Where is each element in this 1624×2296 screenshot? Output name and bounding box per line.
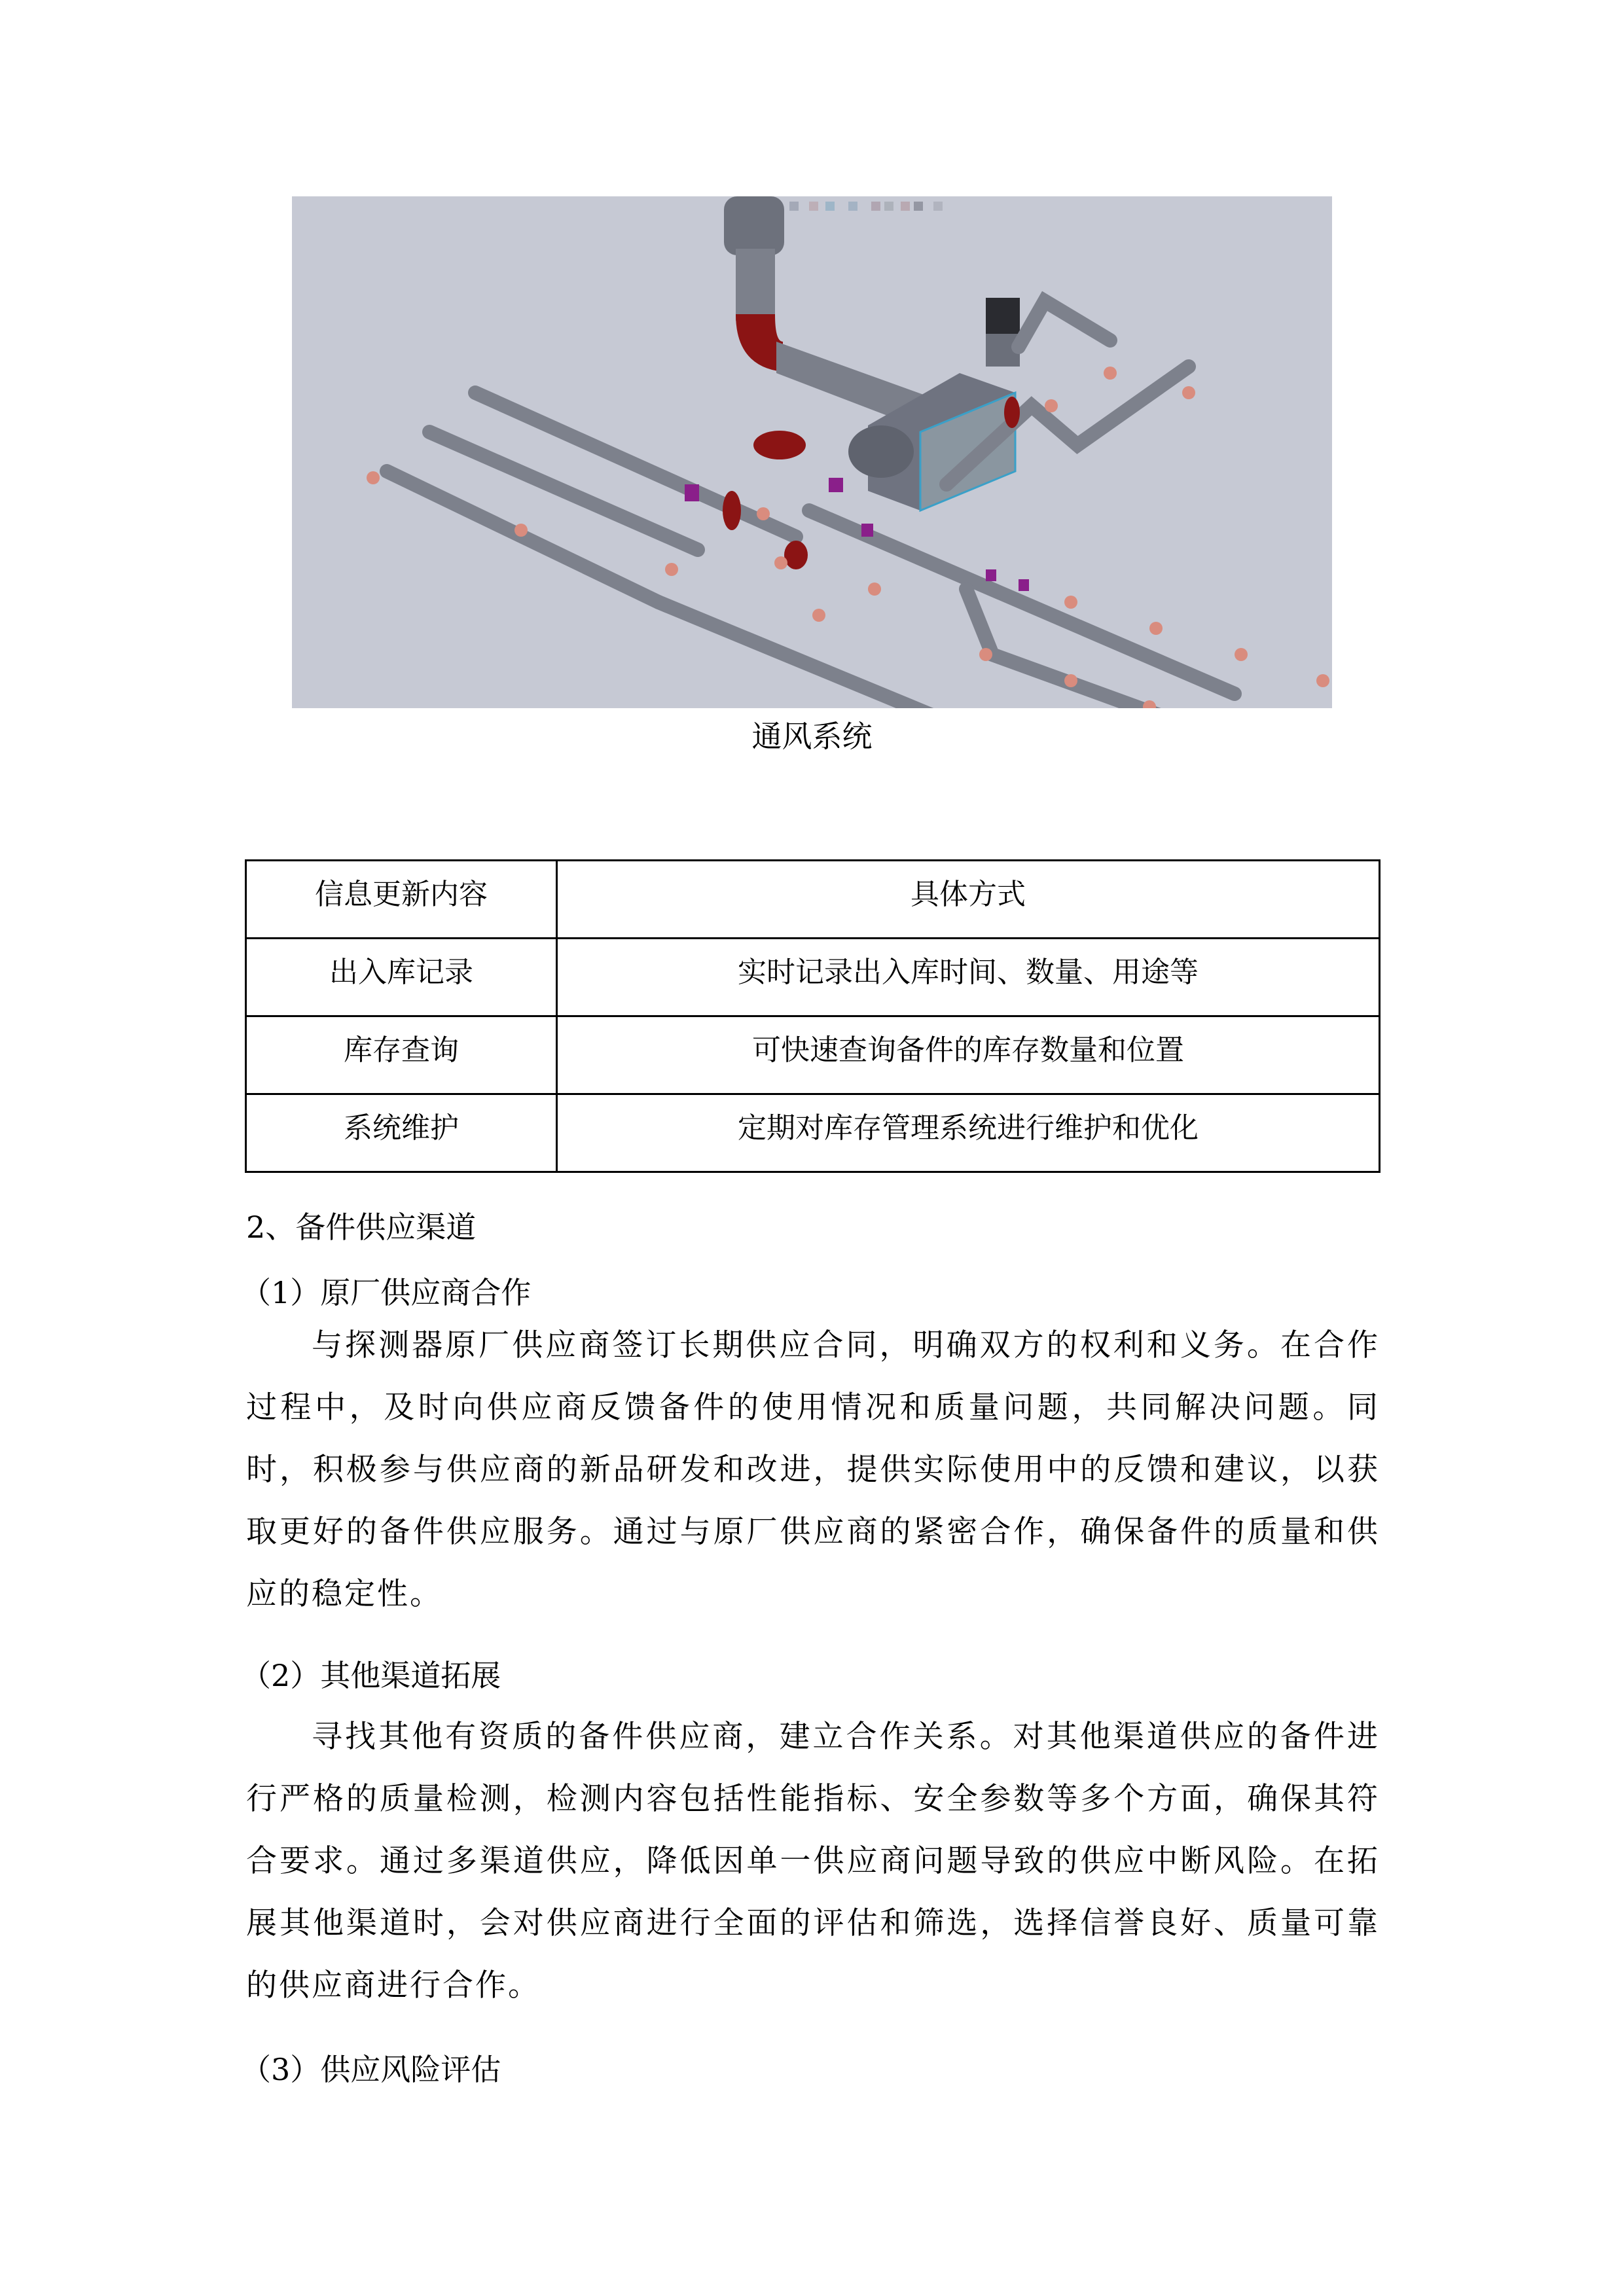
table-header-cell: 具体方式 bbox=[557, 861, 1380, 939]
subsection-heading: （3）供应风险评估 bbox=[241, 2052, 501, 2087]
table-cell: 实时记录出入库时间、数量、用途等 bbox=[557, 939, 1380, 1016]
table-header-row bbox=[246, 861, 1380, 939]
table-cell: 定期对库存管理系统进行维护和优化 bbox=[557, 1094, 1380, 1172]
figure-caption: 通风系统 bbox=[751, 719, 873, 754]
table-header-cell: 信息更新内容 bbox=[246, 861, 557, 939]
duct-diagram bbox=[292, 196, 1332, 708]
table-cell: 系统维护 bbox=[246, 1094, 557, 1172]
paragraph: 与探测器原厂供应商签订长期供应合同，明确双方的权利和义务。在合作过程中，及时向供应商反馈备件的使用情况和质量问题，共同解决问题。同时，积极参与供应商的新品研发和改进，提供实际使用中的反馈和建议，以获取更好的备件供应服务。通过与原厂供应商的紧密合作，确保备件的质量和供应的稳定性。 bbox=[246, 1327, 1380, 1612]
ventilation-system-figure bbox=[292, 196, 1332, 708]
table-cell: 库存查询 bbox=[246, 1016, 557, 1094]
paragraph: 寻找其他有资质的备件供应商，建立合作关系。对其他渠道供应的备件进行严格的质量检测，检测内容包括性能指标、安全参数等多个方面，确保其符合要求。通过多渠道供应，降低因单一供应商问题导致的供应中断风险。在拓展其他渠道时，会对供应商进行全面的评估和筛选，选择信誉良好、质量可靠的供应商进行合作。 bbox=[246, 1719, 1380, 2003]
table-cell: 可快速查询备件的库存数量和位置 bbox=[557, 1016, 1380, 1094]
table-row bbox=[246, 939, 1380, 1016]
table-cell: 出入库记录 bbox=[246, 939, 557, 1016]
subsection-heading: （1）原厂供应商合作 bbox=[241, 1275, 532, 1310]
table-row bbox=[246, 1016, 1380, 1094]
info-update-table bbox=[245, 859, 1380, 1173]
section-heading: 2、备件供应渠道 bbox=[246, 1210, 477, 1245]
table-row bbox=[246, 1094, 1380, 1172]
subsection-heading: （2）其他渠道拓展 bbox=[241, 1658, 501, 1693]
cad-toolbar-icons bbox=[789, 202, 943, 211]
